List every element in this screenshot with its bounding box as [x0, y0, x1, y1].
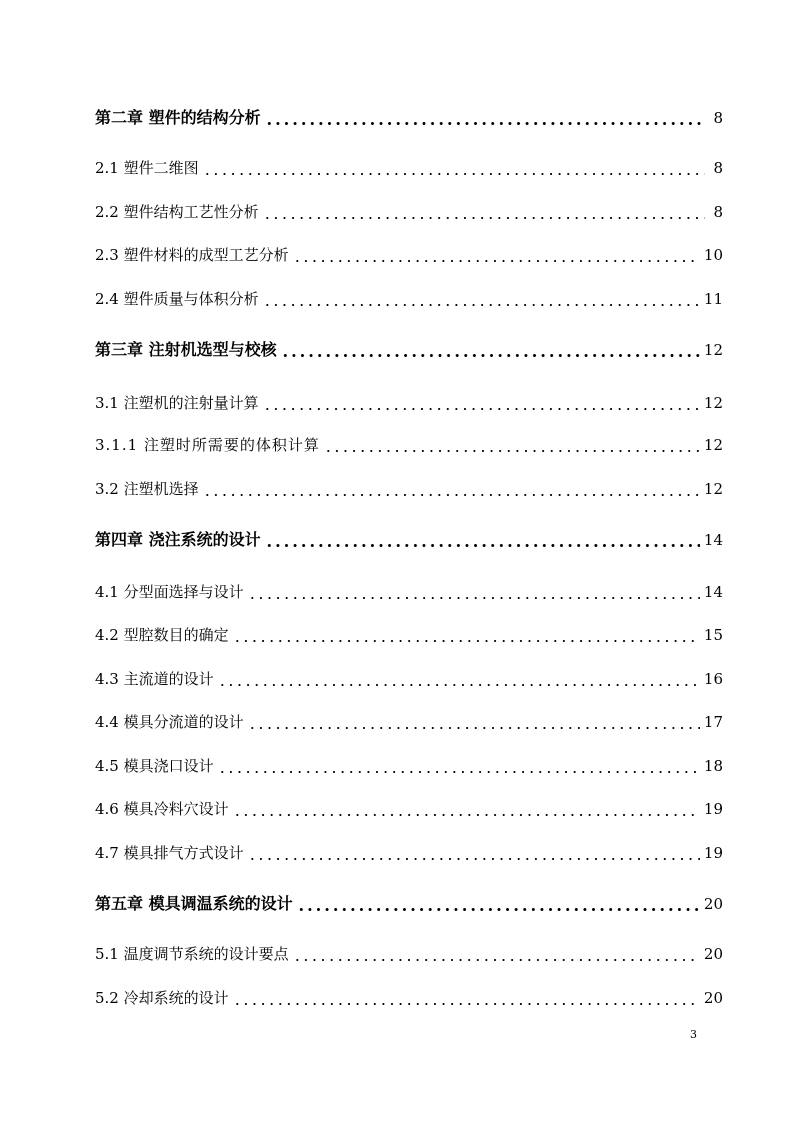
toc-entry-page: 10: [703, 246, 723, 264]
dot-leader: [265, 525, 700, 555]
dot-leader: [233, 620, 700, 650]
toc-entry-title: 4.1 分型面选择与设计: [95, 583, 244, 601]
toc-entry-2-1[interactable]: [95, 153, 723, 183]
toc-entry-page: 20: [703, 945, 723, 963]
dot-leader: [233, 983, 700, 1013]
toc-entry-title: 2.1 塑件二维图: [95, 159, 199, 177]
toc-entry-title: 4.6 模具冷料穴设计: [95, 800, 229, 818]
toc-entry-title: 4.4 模具分流道的设计: [95, 713, 244, 731]
toc-entry-5-2[interactable]: [95, 983, 723, 1013]
dot-leader: [233, 794, 700, 824]
toc-entry-3-1-1[interactable]: [95, 430, 723, 460]
toc-entry-4-1[interactable]: [95, 577, 723, 607]
toc-entry-page: 12: [703, 436, 723, 454]
toc-entry-chapter-2[interactable]: [95, 103, 723, 133]
toc-entry-3-2[interactable]: [95, 474, 723, 504]
dot-leader: [293, 939, 700, 969]
toc-entry-page: 14: [703, 531, 723, 549]
toc-entry-page: 16: [703, 670, 723, 688]
toc-entry-4-7[interactable]: [95, 838, 723, 868]
toc-entry-page: 19: [703, 844, 723, 862]
toc-entry-title: 4.2 型腔数目的确定: [95, 626, 229, 644]
toc-entry-4-6[interactable]: [95, 794, 723, 824]
toc-entry-title: 4.3 主流道的设计: [95, 670, 214, 688]
dot-leader: [248, 707, 700, 737]
dot-leader: [293, 240, 700, 270]
dot-leader: [324, 430, 700, 460]
toc-entry-page: 20: [703, 989, 723, 1007]
toc-entry-page: 19: [703, 800, 723, 818]
toc-entry-2-4[interactable]: [95, 284, 723, 314]
toc-entry-page: 12: [703, 394, 723, 412]
dot-leader: [218, 664, 700, 694]
toc-entry-title: 第五章 模具调温系统的设计: [95, 894, 293, 913]
toc-entry-chapter-3[interactable]: [95, 335, 723, 365]
toc-entry-title: 2.2 塑件结构工艺性分析: [95, 203, 259, 221]
toc-entry-title: 4.7 模具排气方式设计: [95, 844, 244, 862]
toc-entry-page: 18: [703, 757, 723, 775]
toc-entry-page: 12: [703, 341, 723, 359]
toc-entry-page: 8: [713, 159, 723, 177]
toc-entry-page: 8: [713, 203, 723, 221]
dot-leader: [248, 838, 700, 868]
dot-leader: [203, 153, 705, 183]
toc-entry-page: 20: [703, 895, 723, 913]
toc-entry-2-3[interactable]: [95, 240, 723, 270]
page-number: 3: [690, 1028, 697, 1041]
toc-entry-page: 17: [703, 713, 723, 731]
toc-entry-4-2[interactable]: [95, 620, 723, 650]
dot-leader: [263, 197, 705, 227]
dot-leader: [203, 474, 700, 504]
toc-entry-title: 第三章 注射机选型与校核: [95, 340, 277, 359]
table-of-contents: [95, 0, 723, 1122]
toc-entry-title: 第二章 塑件的结构分析: [95, 108, 261, 127]
toc-entry-title: 3.1 注塑机的注射量计算: [95, 394, 259, 412]
toc-entry-page: 15: [703, 626, 723, 644]
toc-entry-title: 2.4 塑件质量与体积分析: [95, 290, 259, 308]
toc-entry-title: 3.2 注塑机选择: [95, 480, 199, 498]
toc-entry-title: 2.3 塑件材料的成型工艺分析: [95, 246, 289, 264]
toc-entry-3-1[interactable]: [95, 388, 723, 418]
toc-entry-page: 11: [703, 290, 723, 308]
toc-entry-2-2[interactable]: [95, 197, 723, 227]
dot-leader: [265, 103, 705, 133]
toc-entry-page: 12: [703, 480, 723, 498]
dot-leader: [297, 889, 700, 919]
toc-entry-chapter-5[interactable]: [95, 889, 723, 919]
toc-entry-page: 8: [713, 109, 723, 127]
toc-entry-chapter-4[interactable]: [95, 525, 723, 555]
toc-entry-4-4[interactable]: [95, 707, 723, 737]
toc-entry-title: 4.5 模具浇口设计: [95, 757, 214, 775]
dot-leader: [281, 335, 700, 365]
toc-entry-5-1[interactable]: [95, 939, 723, 969]
dot-leader: [263, 284, 700, 314]
toc-entry-title: 5.2 冷却系统的设计: [95, 989, 229, 1007]
toc-entry-title: 3.1.1 注塑时所需要的体积计算: [95, 436, 320, 454]
toc-entry-title: 第四章 浇注系统的设计: [95, 530, 261, 549]
dot-leader: [218, 751, 700, 781]
dot-leader: [263, 388, 700, 418]
toc-entry-title: 5.1 温度调节系统的设计要点: [95, 945, 289, 963]
toc-entry-4-3[interactable]: [95, 664, 723, 694]
toc-entry-page: 14: [703, 583, 723, 601]
toc-entry-4-5[interactable]: [95, 751, 723, 781]
dot-leader: [248, 577, 700, 607]
